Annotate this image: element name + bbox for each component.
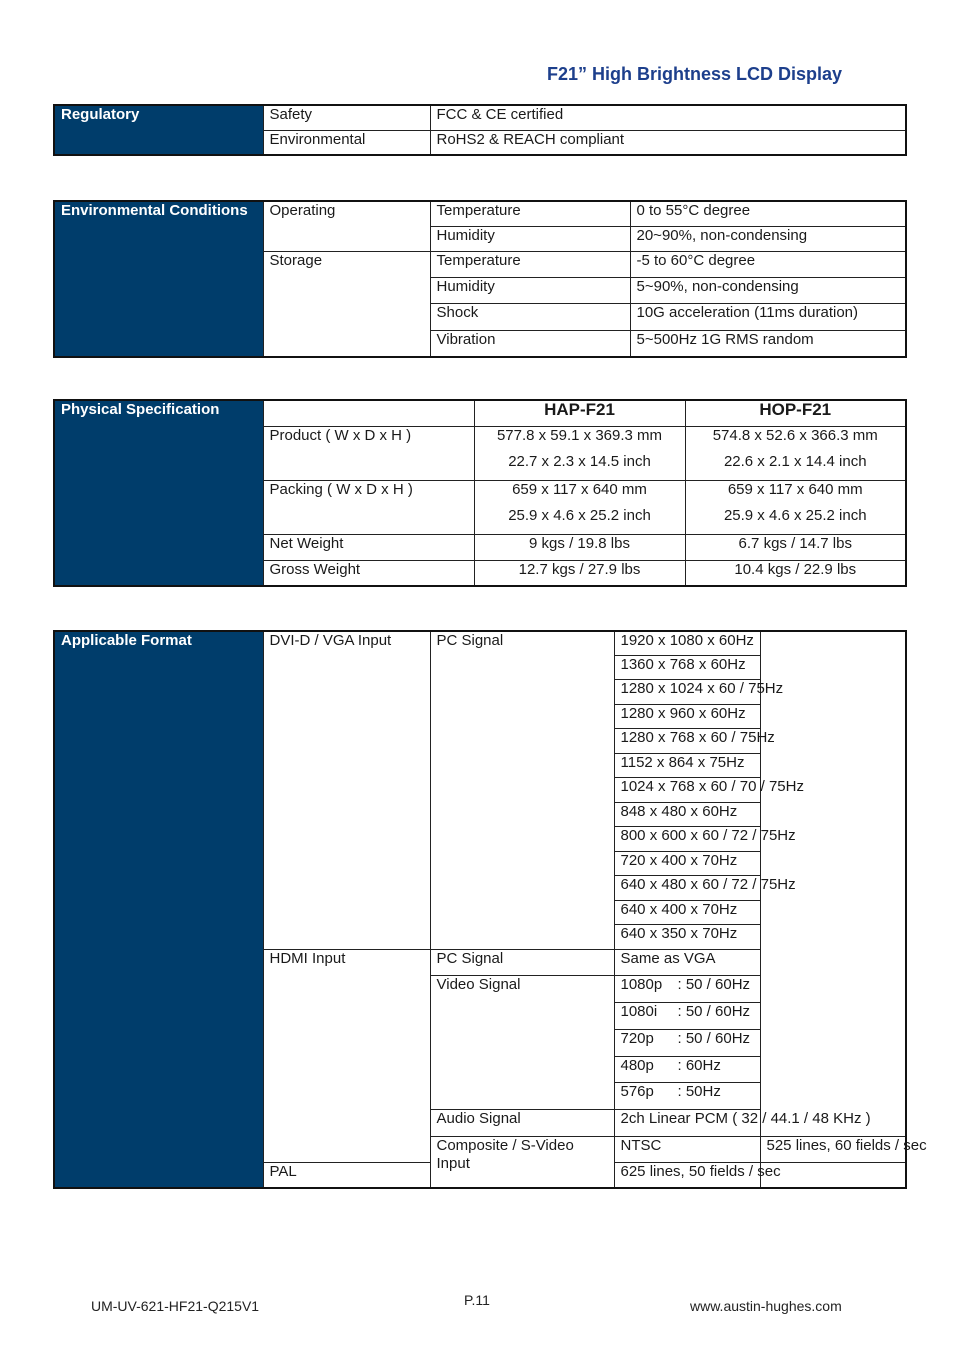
dvi-mode: 640 x 480 x 60 / 72 / 75Hz [614, 875, 760, 900]
hdmi-video-mode: 576p : 50Hz [614, 1082, 760, 1109]
dvi-mode: 1920 x 1080 x 60Hz [614, 631, 760, 655]
hdmi-video-mode: 1080p : 50 / 60Hz [614, 975, 760, 1002]
hdmi-pc-value: Same as VGA [614, 949, 760, 975]
env-param: Temperature [430, 251, 630, 277]
composite-standard: PAL [263, 1162, 430, 1188]
document-id: UM-UV-621-HF21-Q215V1 [91, 1298, 260, 1314]
env-value: 0 to 55°C degree [630, 201, 906, 226]
env-value: 20~90%, non-condensing [630, 226, 906, 251]
physical-header: Physical Specification [54, 400, 263, 586]
regulatory-item: Safety [263, 105, 430, 130]
format-header: Applicable Format [54, 631, 263, 1188]
product-hop-inch: 22.6 x 2.1 x 14.4 inch [685, 453, 906, 480]
dvi-mode: 640 x 400 x 70Hz [614, 900, 760, 924]
packing-hap-inch: 25.9 x 4.6 x 25.2 inch [474, 507, 685, 534]
composite-value: 525 lines, 60 fields / sec [760, 1136, 906, 1162]
physical-table [53, 399, 907, 587]
hdmi-input-label: HDMI Input [263, 949, 430, 1162]
hdmi-video-mode: 1080i : 50 / 60Hz [614, 1002, 760, 1029]
product-hap-inch: 22.7 x 2.3 x 14.5 inch [474, 453, 685, 480]
gross-weight-hop: 10.4 kgs / 22.9 lbs [685, 560, 906, 586]
net-weight-hop: 6.7 kgs / 14.7 lbs [685, 534, 906, 560]
env-param: Vibration [430, 330, 630, 357]
hdmi-audio-signal-label: Audio Signal [430, 1109, 614, 1136]
env-value: 5~90%, non-condensing [630, 277, 906, 303]
dvi-mode: 1280 x 1024 x 60 / 75Hz [614, 679, 760, 704]
net-weight-label: Net Weight [263, 534, 474, 560]
dvi-input-label: DVI-D / VGA Input [263, 631, 430, 949]
dvi-signal-label: PC Signal [430, 631, 614, 949]
regulatory-value: FCC & CE certified [430, 105, 906, 130]
dvi-mode: 640 x 350 x 70Hz [614, 924, 760, 949]
environmental-table [53, 200, 907, 358]
env-param: Humidity [430, 226, 630, 251]
env-param: Shock [430, 303, 630, 330]
hdmi-video-mode: 720p : 50 / 60Hz [614, 1029, 760, 1056]
product-dimension-label: Product ( W x D x H ) [263, 426, 474, 480]
page-title: F21” High Brightness LCD Display [547, 64, 843, 84]
composite-input-label: Composite / S-Video Input [430, 1136, 614, 1188]
packing-hap-mm: 659 x 117 x 640 mm [474, 480, 685, 507]
model-header-hop: HOP-F21 [685, 400, 906, 426]
product-hap-mm: 577.8 x 59.1 x 369.3 mm [474, 426, 685, 453]
regulatory-header: Regulatory [54, 105, 263, 155]
packing-dimension-label: Packing ( W x D x H ) [263, 480, 474, 534]
storage-label: Storage [263, 251, 430, 357]
env-param: Humidity [430, 277, 630, 303]
model-header-blank [263, 400, 474, 426]
hdmi-pc-signal-label: PC Signal [430, 949, 614, 975]
gross-weight-hap: 12.7 kgs / 27.9 lbs [474, 560, 685, 586]
net-weight-hap: 9 kgs / 19.8 lbs [474, 534, 685, 560]
operating-label: Operating [263, 201, 430, 251]
packing-hop-mm: 659 x 117 x 640 mm [685, 480, 906, 507]
env-value: -5 to 60°C degree [630, 251, 906, 277]
hdmi-audio-value: 2ch Linear PCM ( 32 / 44.1 / 48 KHz ) [614, 1109, 760, 1136]
dvi-mode: 1280 x 960 x 60Hz [614, 704, 760, 728]
hdmi-video-mode: 480p : 60Hz [614, 1056, 760, 1082]
dvi-mode: 1152 x 864 x 75Hz [614, 753, 760, 777]
composite-standard: NTSC [614, 1136, 760, 1162]
page-number: P.11 [464, 1292, 490, 1308]
env-value: 10G acceleration (11ms duration) [630, 303, 906, 330]
environmental-header: Environmental Conditions [54, 201, 263, 357]
dvi-mode: 1024 x 768 x 60 / 70 / 75Hz [614, 777, 760, 802]
dvi-mode: 720 x 400 x 70Hz [614, 851, 760, 875]
packing-hop-inch: 25.9 x 4.6 x 25.2 inch [685, 507, 906, 534]
website-link[interactable]: www.austin-hughes.com [690, 1298, 842, 1314]
product-hop-mm: 574.8 x 52.6 x 366.3 mm [685, 426, 906, 453]
regulatory-value: RoHS2 & REACH compliant [430, 130, 906, 155]
env-value: 5~500Hz 1G RMS random [630, 330, 906, 357]
regulatory-table [53, 104, 907, 156]
gross-weight-label: Gross Weight [263, 560, 474, 586]
dvi-mode: 800 x 600 x 60 / 72 / 75Hz [614, 826, 760, 851]
hdmi-video-signal-label: Video Signal [430, 975, 614, 1109]
env-param: Temperature [430, 201, 630, 226]
dvi-mode: 1280 x 768 x 60 / 75Hz [614, 728, 760, 753]
format-table [53, 630, 927, 1189]
composite-value: 625 lines, 50 fields / sec [614, 1162, 760, 1188]
dvi-mode: 1360 x 768 x 60Hz [614, 655, 760, 679]
model-header-hap: HAP-F21 [474, 400, 685, 426]
dvi-mode: 848 x 480 x 60Hz [614, 802, 760, 826]
regulatory-item: Environmental [263, 130, 430, 155]
